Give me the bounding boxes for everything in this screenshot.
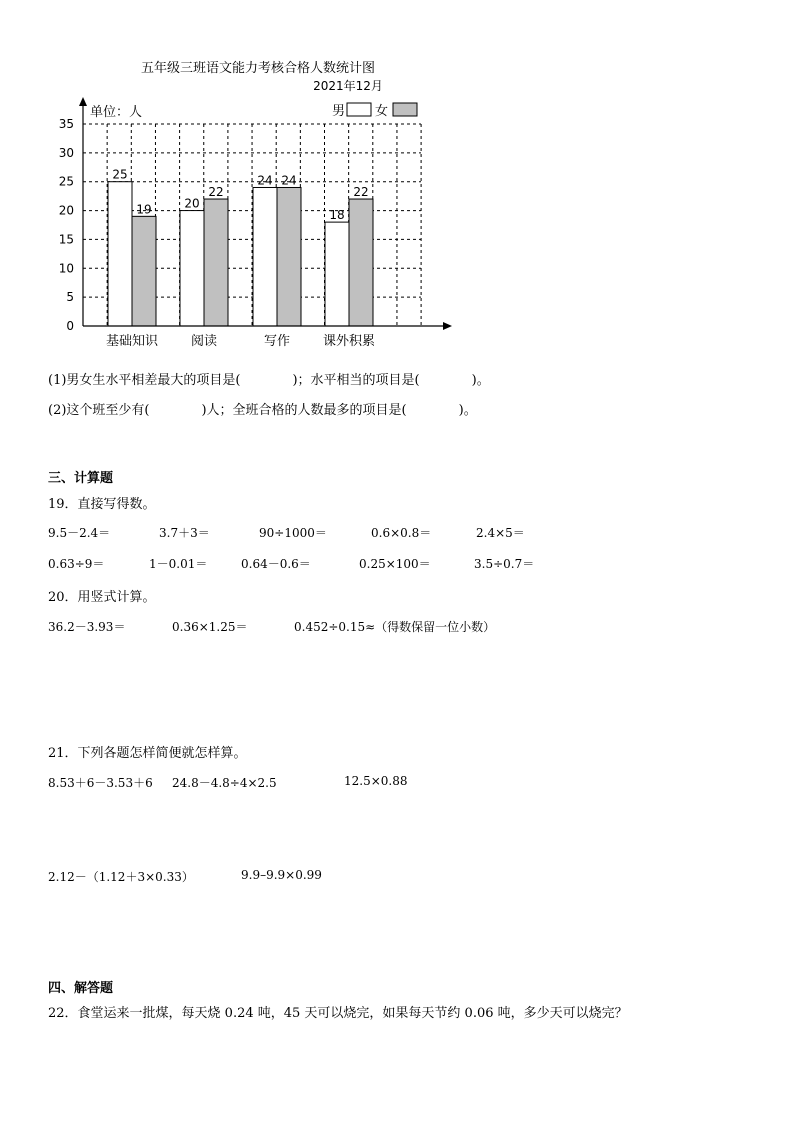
data-label: 22	[353, 185, 369, 200]
q20-item: 0.452÷0.15≈（得数保留一位小数）	[294, 620, 496, 634]
y-tick-label: 15	[58, 232, 74, 247]
y-tick-label: 30	[58, 145, 74, 160]
section-4-title: 四、解答题	[48, 981, 114, 996]
q19-item: 0.6×0.8＝	[371, 526, 432, 540]
chart-question-2: (2)这个班至少有( )人；全班合格的人数最多的项目是( )。	[48, 403, 477, 418]
legend-swatch-boys	[347, 103, 371, 116]
question-21-label: 21．下列各题怎样简便就怎样算。	[48, 746, 247, 761]
bar	[204, 199, 228, 326]
q21-item: 24.8－4.8÷4×2.5	[172, 776, 277, 790]
category-label: 基础知识	[105, 334, 159, 349]
legend-label-girls: 女	[375, 104, 389, 119]
bar	[108, 182, 132, 326]
bar	[180, 211, 204, 326]
y-tick-label: 10	[58, 261, 74, 276]
q21-item: 2.12－（1.12＋3×0.33）	[48, 870, 194, 884]
bar	[253, 187, 277, 326]
y-tick-label: 0	[66, 319, 74, 333]
data-label: 22	[208, 185, 224, 200]
q21-item: 9.9–9.9×0.99	[241, 868, 322, 882]
q19-item: 3.7＋3＝	[159, 526, 210, 540]
data-label: 24	[257, 173, 273, 188]
y-tick-label: 35	[58, 117, 74, 131]
q19-item: 0.64－0.6＝	[241, 557, 311, 571]
question-22: 22．食堂运来一批煤，每天烧 0.24 吨，45 天可以烧完，如果每天节约 0.06 吨，多少天可以烧完？	[48, 1006, 628, 1021]
data-label: 24	[281, 173, 297, 188]
y-tick-label: 20	[58, 203, 74, 218]
category-label: 课外积累	[322, 334, 376, 349]
data-label: 19	[136, 202, 152, 217]
bar	[325, 222, 349, 326]
chart-question-1: (1)男女生水平相差最大的项目是( )；水平相当的项目是( )。	[48, 373, 490, 388]
question-20-label: 20．用竖式计算。	[48, 590, 156, 605]
bar	[277, 187, 301, 326]
q20-item: 36.2－3.93＝	[48, 620, 126, 634]
bar	[132, 216, 156, 326]
section-3-title: 三、计算题	[48, 471, 114, 486]
q21-item: 8.53＋6－3.53＋6	[48, 776, 153, 790]
q19-item: 0.63÷9＝	[48, 557, 105, 571]
q21-item: 12.5×0.88	[344, 774, 408, 788]
y-tick-label: 25	[58, 174, 74, 189]
bars	[108, 168, 373, 326]
bar	[349, 199, 373, 326]
category-label: 阅读	[190, 334, 218, 349]
q19-item: 9.5－2.4＝	[48, 526, 111, 540]
q19-item: 1－0.01＝	[149, 557, 208, 571]
chart-title: 五年级三班语文能力考核合格人数统计图	[140, 61, 376, 76]
q19-item: 3.5÷0.7＝	[474, 557, 535, 571]
x-axis-arrow	[443, 322, 452, 330]
q19-item: 0.25×100＝	[359, 557, 431, 571]
data-label: 20	[184, 196, 200, 211]
legend	[332, 103, 417, 119]
legend-label-boys: 男	[332, 104, 346, 119]
q19-item: 2.4×5＝	[476, 526, 525, 540]
bar-chart	[0, 0, 794, 360]
q20-item: 0.36×1.25＝	[172, 620, 248, 634]
y-axis-arrow	[79, 97, 87, 106]
category-label: 写作	[263, 334, 291, 349]
q19-item: 90÷1000＝	[259, 526, 327, 540]
legend-swatch-girls	[393, 103, 417, 116]
unit-label: 单位：人	[90, 105, 143, 120]
data-label: 18	[329, 208, 345, 223]
y-tick-label: 5	[66, 290, 74, 305]
question-19-label: 19．直接写得数。	[48, 497, 156, 512]
chart-subtitle: 2021年12月	[313, 79, 383, 93]
data-label: 25	[112, 167, 128, 182]
